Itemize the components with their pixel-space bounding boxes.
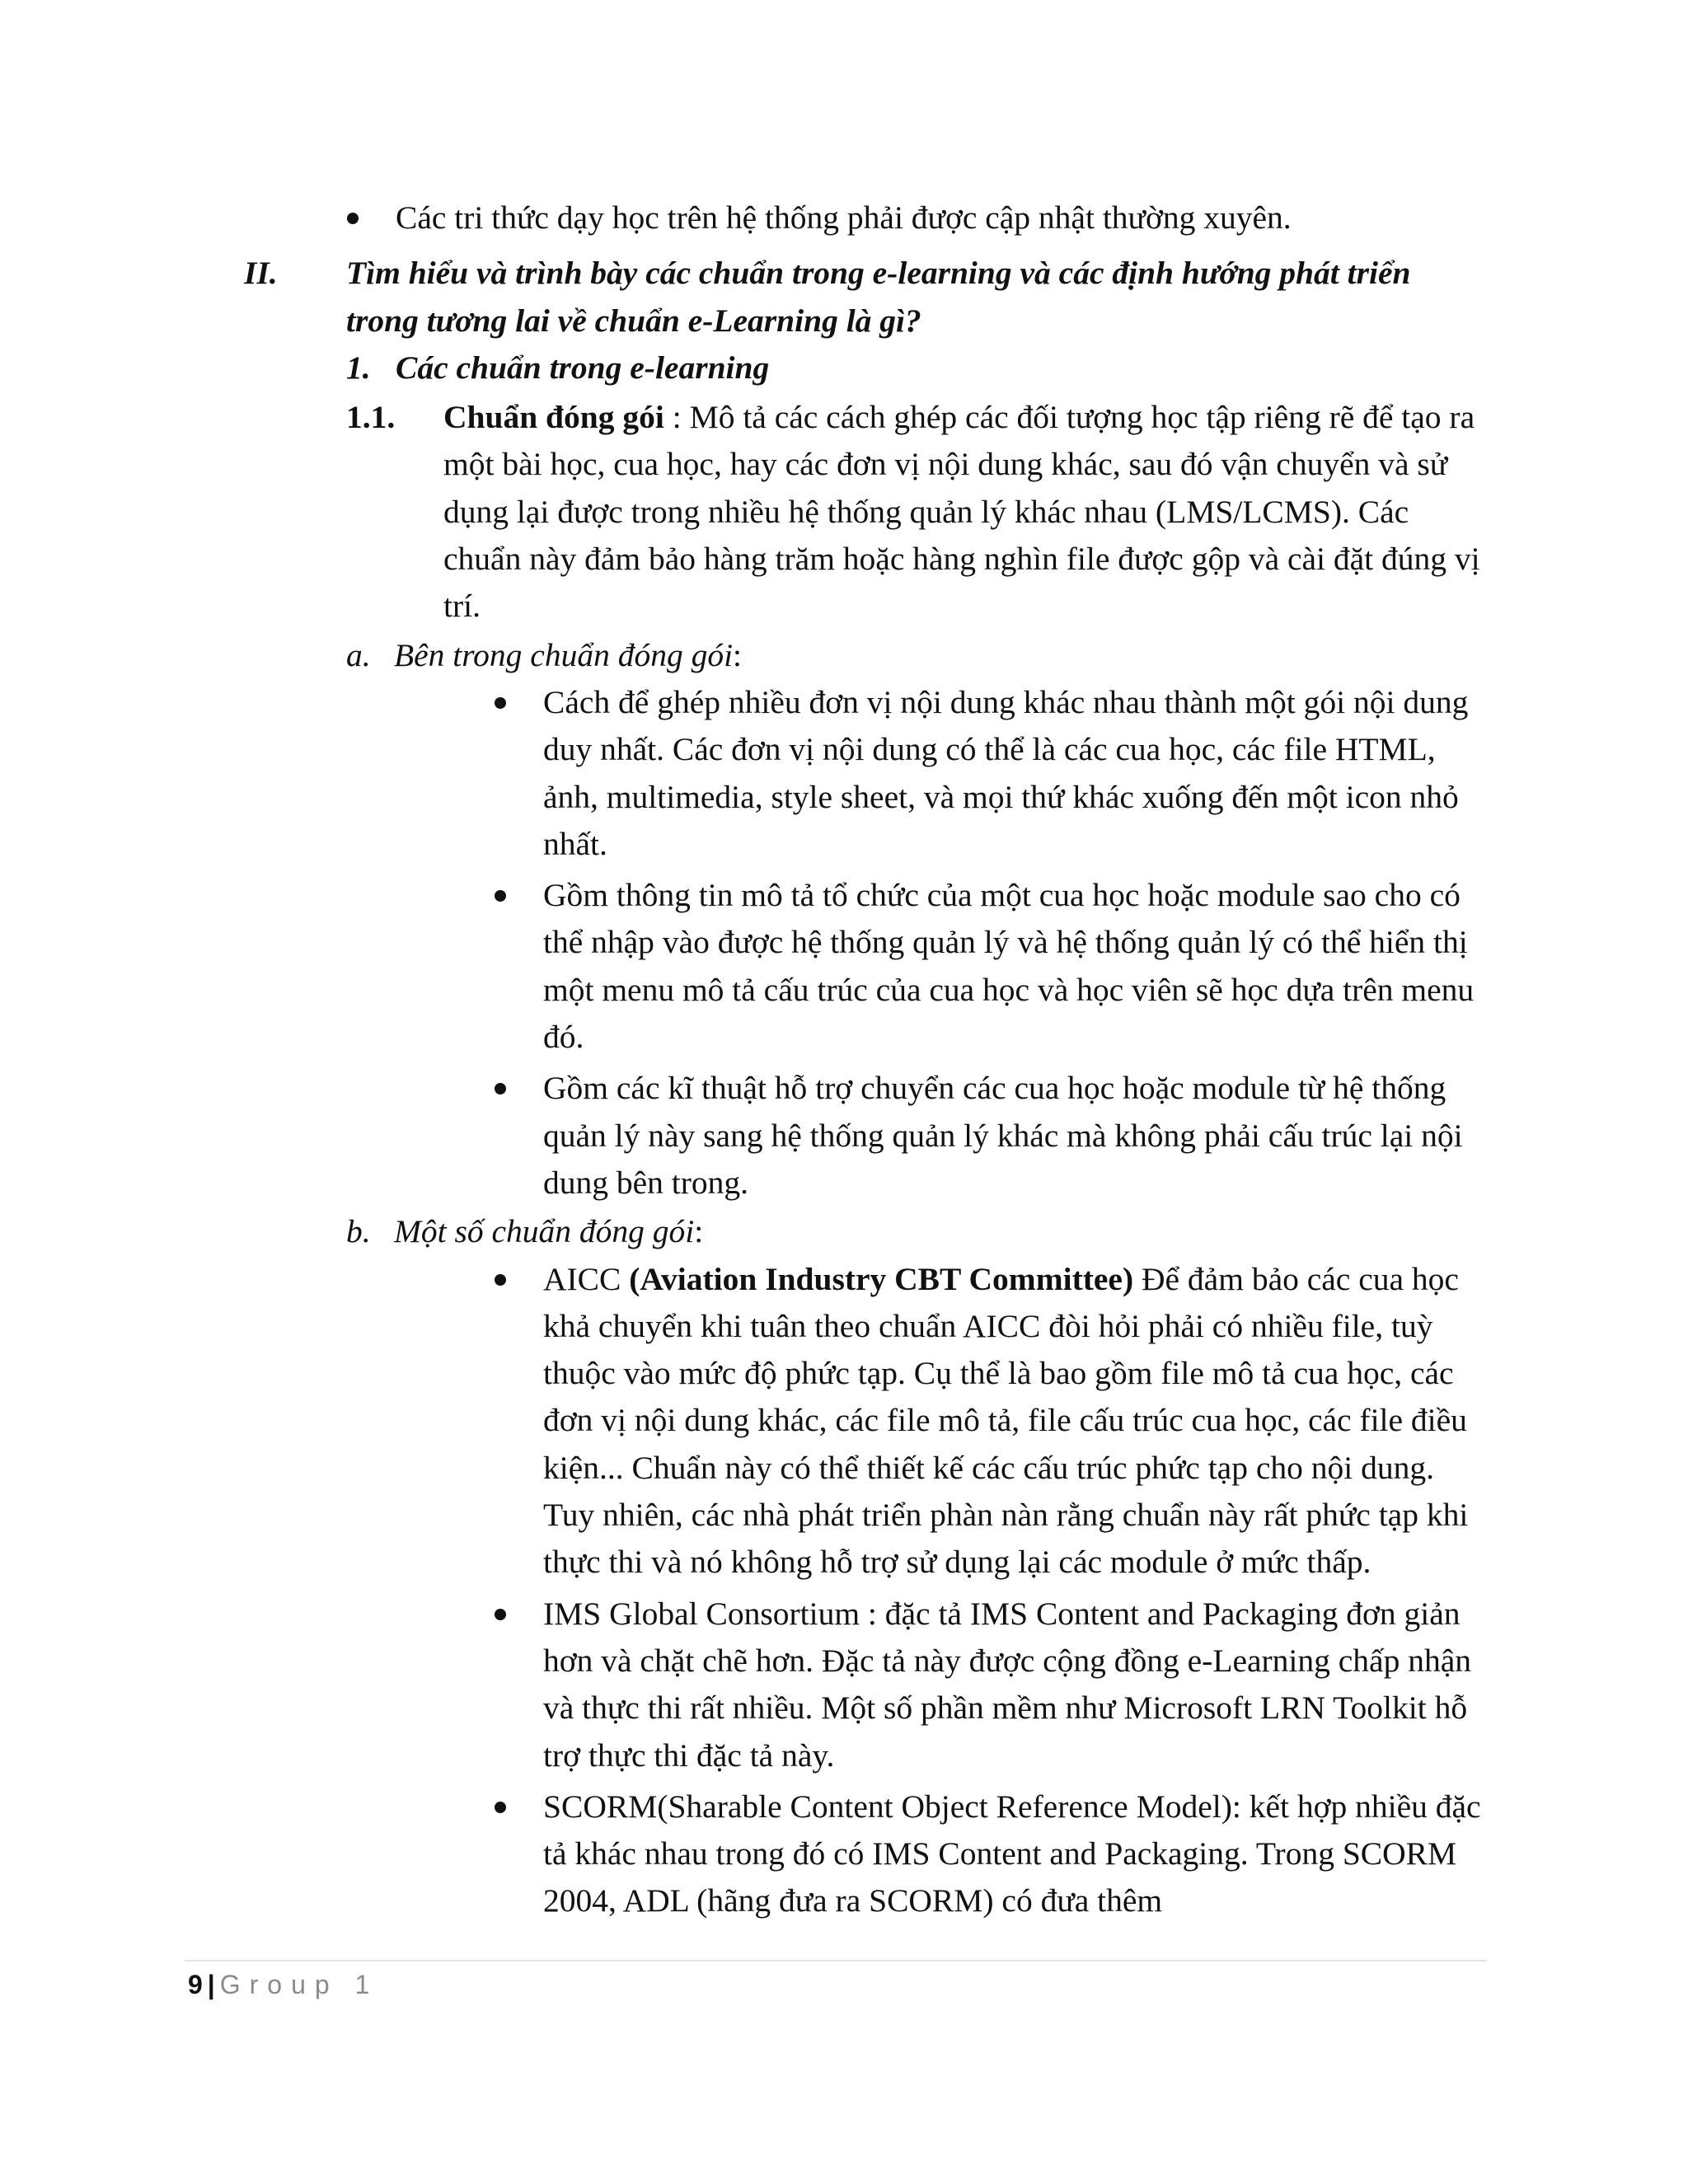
subsection-a-colon: : (733, 636, 743, 673)
subsection-a-item-text: Gồm thông tin mô tả tổ chức của một cua học hoặc module sao cho có thể nhập vào được hệ thống quản lý và hệ thống quản lý có thể hiển thị một menu mô tả cấu trúc của cua học và học viên sẽ học dựa trên menu đó. (543, 877, 1475, 1056)
section-1-title: Các chuẩn trong e-learning (396, 349, 770, 386)
page-number: 9 (188, 1970, 203, 1999)
subsection-b-colon: : (694, 1213, 704, 1250)
subsection-b-title: Một số chuẩn đóng gói (394, 1213, 695, 1250)
footer-group-label: Group 1 (219, 1970, 379, 1999)
section-1-1-term: Chuẩn đóng gói (443, 399, 664, 436)
section-1-number: 1. (346, 349, 371, 386)
section-1-1-paragraph (0, 394, 1688, 630)
section-ii-title: Tìm hiểu và trình bày các chuẩn trong e-learning và các định hướng phát triển trong tương lai về chuẩn e-Learning là gì? (346, 255, 1411, 339)
subsection-b-heading (0, 1208, 1688, 1255)
section-1-heading (0, 344, 1688, 391)
intro-bullet-text: Các tri thức dạy học trên hệ thống phải được cập nhật thường xuyên. (396, 199, 1292, 236)
subsection-a-letter: a. (346, 636, 371, 673)
subsection-a-item (0, 1065, 1688, 1207)
aicc-text: Để đảm bảo các cua học khả chuyển khi tuân theo chuẩn AICC đòi hỏi phải có nhiều file, tuỳ thuộc vào mức độ phức tạp. Cụ thể là bao gồm file mô tả cua học, các đơn vị nội dung khác, các file mô tả, file cấu trúc cua học, các file điều kiện... Chuẩn này có thể thiết kế các cấu trúc phức tạp cho nội dung. Tuy nhiên, các nhà phát triển phàn nàn rằng chuẩn này rất phức tạp khi thực thi và nó không hỗ trợ sử dụng lại các module ở mức thấp. (543, 1260, 1469, 1581)
page-footer (188, 1966, 378, 2003)
aicc-lead: AICC (543, 1260, 630, 1297)
subsection-a-heading (0, 632, 1688, 679)
section-1-1-text: : Mô tả các cách ghép các đối tượng học tập riêng rẽ để tạo ra một bài học, cua học, hay các đơn vị nội dung khác, sau đó vận chuyển và sử dụng lại được trong nhiều hệ thống quản lý khác nhau (LMS/LCMS). Các chuẩn này đảm bảo hàng trăm hoặc hàng nghìn file được gộp và cài đặt đúng vị trí. (443, 399, 1480, 625)
section-ii-heading (0, 250, 1688, 344)
scorm-text: SCORM(Sharable Content Object Reference Model): kết hợp nhiều đặc tả khác nhau trong đó có IMS Content and Packaging. Trong SCORM 2004, ADL (hãng đưa ra SCORM) có đưa thêm (543, 1788, 1481, 1919)
subsection-a-item (0, 679, 1688, 868)
aicc-full-name: (Aviation Industry CBT Committee) (629, 1260, 1134, 1297)
scorm-item (0, 1783, 1688, 1925)
aicc-item (0, 1256, 1688, 1586)
page-content (0, 194, 1688, 1925)
ims-text: IMS Global Consortium : đặc tả IMS Content and Packaging đơn giản hơn và chặt chẽ hơn. Đặc tả này được cộng đồng e-Learning chấp nhận và thực thi rất nhiều. Một số phần mềm như Microsoft LRN Toolkit hỗ trợ thực thi đặc tả này. (543, 1595, 1472, 1774)
subsection-a-item-text: Cách để ghép nhiều đơn vị nội dung khác nhau thành một gói nội dung duy nhất. Các đơn vị nội dung có thể là các cua học, các file HTML, ảnh, multimedia, style sheet, và mọi thứ khác xuống đến một icon nhỏ nhất. (543, 683, 1469, 862)
ims-item (0, 1591, 1688, 1779)
subsection-a-item-text: Gồm các kĩ thuật hỗ trợ chuyển các cua học hoặc module từ hệ thống quản lý này sang hệ thống quản lý khác mà không phải cấu trúc lại nội dung bên trong. (543, 1070, 1463, 1201)
subsection-a-item (0, 872, 1688, 1061)
subsection-a-title: Bên trong chuẩn đóng gói (394, 636, 734, 673)
section-ii-number: II. (244, 255, 278, 292)
subsection-b-letter: b. (346, 1213, 371, 1250)
intro-bullet-item (0, 194, 1688, 241)
footer-divider (185, 1960, 1487, 1961)
section-1-1-number: 1.1. (346, 399, 396, 436)
footer-separator: | (207, 1970, 215, 1999)
